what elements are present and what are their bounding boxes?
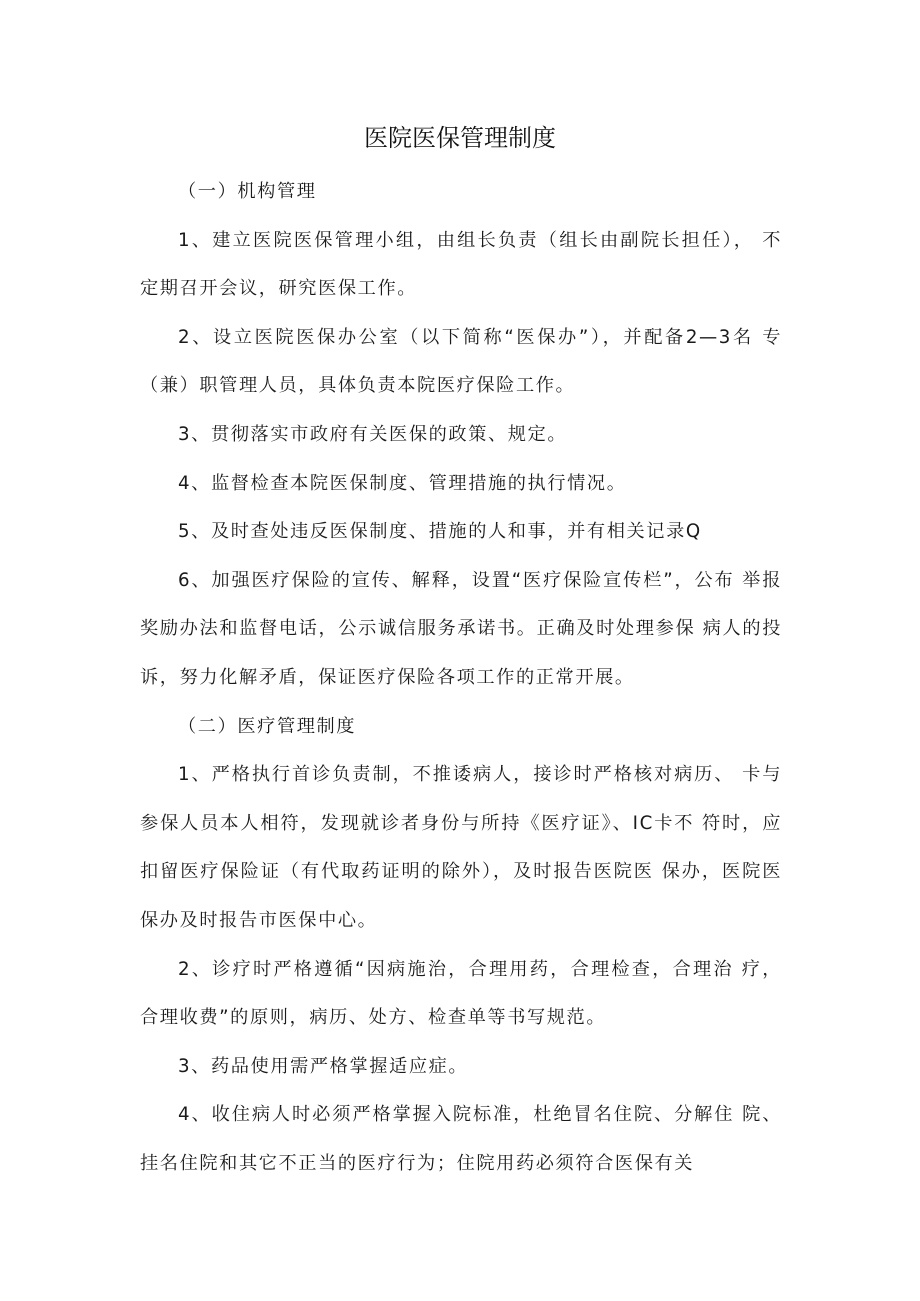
section-heading-1: （一）机构管理 [178,181,317,202]
section-heading-2: （二）医疗管理制度 [178,715,357,737]
paragraph-1-1: 1、建立医院医保管理小组，由组长负责（组长由副院长担任）， 不定期召开会议，研究医保工作。 [140,229,782,300]
paragraph-2-3: 3、药品使用需严格掌握适应症。 [178,1055,469,1077]
paragraph-1-2: 2、设立医院医保办公室（以下简称“医保办”），并配备2—3名 专（兼）职管理人员，具体负责本院医疗保险工作。 [140,326,782,397]
paragraph-1-3: 3、贯彻落实市政府有关医保的政策、规定。 [178,423,568,445]
document-body [140,168,782,1188]
paragraph-1-6: 6、加强医疗保险的宣传、解释，设置“医疗保险宣传栏”，公布 举报奖励办法和监督电话，公示诚信服务承诺书。正确及时处理参保 病人的投诉，努力化解矛盾，保证医疗保险各项工作的正常开展。 [140,569,782,688]
paragraph-2-1: 1、严格执行首诊负责制，不推诿病人，接诊时严格核对病历、 卡与参保人员本人相符，发现就诊者身份与所持《医疗证》、IC卡不 符时，应扣留医疗保险证（有代取药证明的除外），及时报告医院医 保办，医院医保办及时报告市医保中心。 [140,764,782,931]
paragraph-1-4: 4、监督检查本院医保制度、管理措施的执行情况。 [178,472,627,494]
document-title: 医院医保管理制度 [364,124,556,152]
paragraph-2-2: 2、诊疗时严格遵循“因病施治，合理用药，合理检查，合理治 疗，合理收费”的原则，病历、处方、检查单等书写规范。 [140,958,782,1029]
paragraph-2-4: 4、收住病人时必须严格掌握入院标准，杜绝冒名住院、分解住 院、挂名住院和其它不正当的医疗行为；住院用药必须符合医保有关 [140,1104,782,1174]
paragraph-1-5: 5、及时查处违反医保制度、措施的人和事，并有相关记录Q [178,521,702,543]
